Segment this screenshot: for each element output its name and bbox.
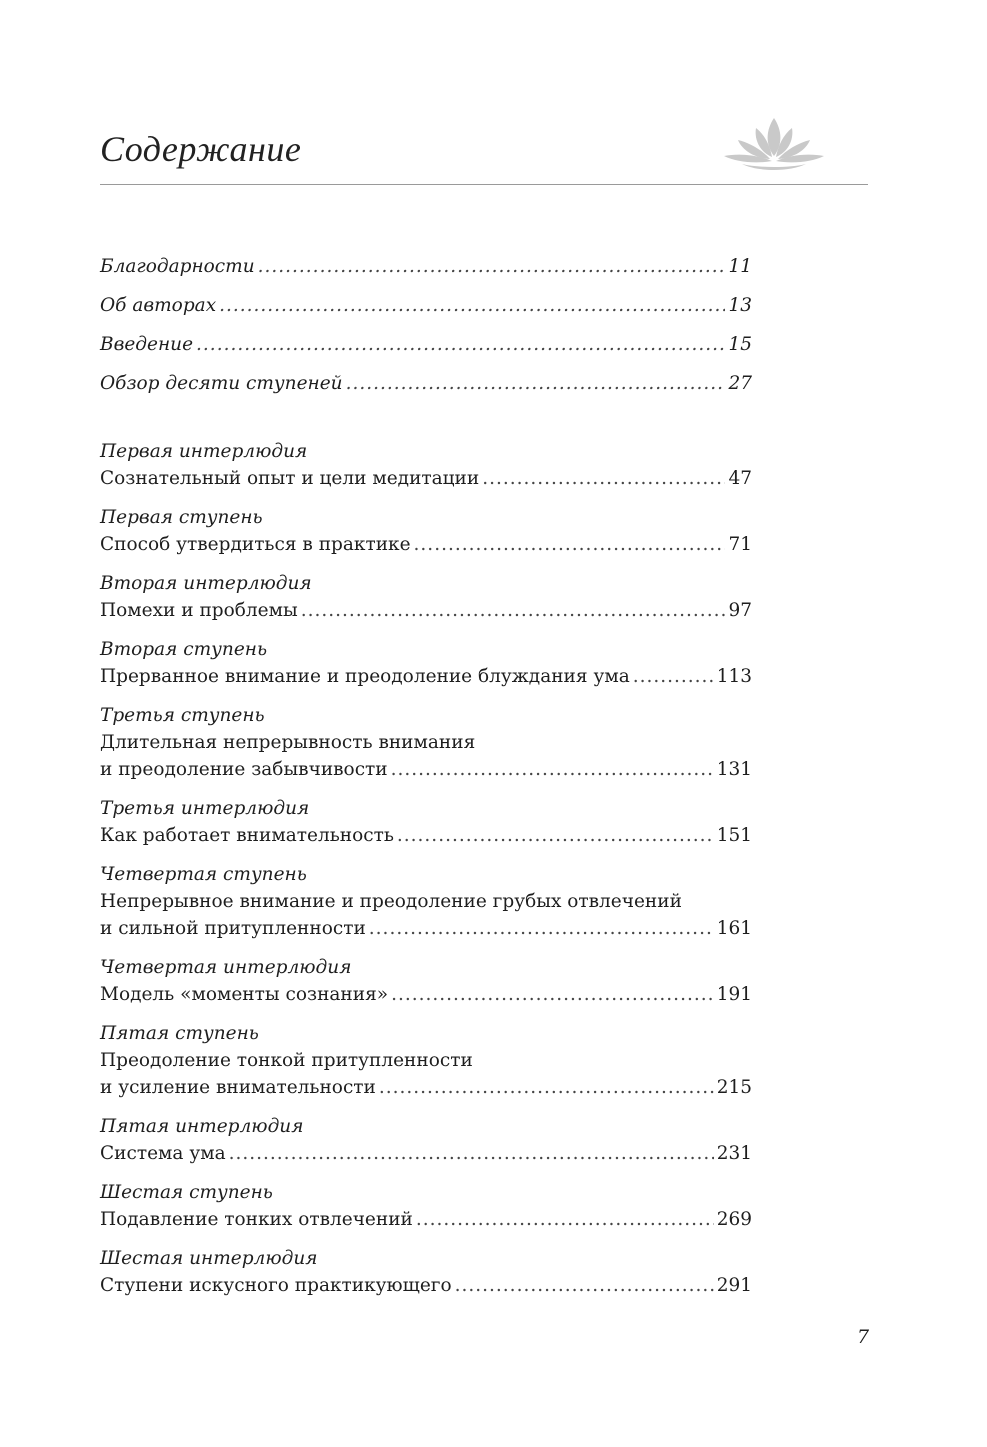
dot-leader [482, 465, 725, 492]
section-page: 161 [716, 918, 752, 939]
toc-section[interactable] [100, 570, 752, 624]
entry-title: Благодарности [100, 256, 255, 277]
section-page: 47 [728, 468, 752, 489]
dot-leader [258, 253, 726, 280]
dot-leader [369, 915, 714, 942]
section-page: 113 [716, 666, 752, 687]
entry-page: 15 [728, 334, 752, 355]
section-title: Подавление тонких отвлечений [100, 1209, 413, 1230]
dot-leader [455, 1272, 714, 1299]
section-label: Вторая ступень [100, 639, 268, 660]
toc-section[interactable] [100, 1020, 752, 1101]
dot-leader [633, 663, 714, 690]
lotus-icon [722, 116, 826, 174]
toc-entry[interactable] [100, 292, 752, 319]
entry-page: 13 [728, 295, 752, 316]
dot-leader [219, 292, 725, 319]
section-title: Ступени искусного практикующего [100, 1275, 452, 1296]
dot-leader [301, 597, 726, 624]
entry-title: Об авторах [100, 295, 217, 316]
section-page: 151 [716, 825, 752, 846]
dot-leader [391, 981, 714, 1008]
section-label: Четвертая ступень [100, 864, 307, 885]
toc-entry[interactable] [100, 331, 752, 358]
toc-section[interactable] [100, 438, 752, 492]
dot-leader [391, 756, 714, 783]
section-page: 215 [716, 1077, 752, 1098]
toc-section[interactable] [100, 795, 752, 849]
section-label: Пятая интерлюдия [100, 1116, 304, 1137]
section-title: Модель «моменты сознания» [100, 984, 389, 1005]
section-title: и сильной притупленности [100, 918, 366, 939]
toc-section[interactable] [100, 504, 752, 558]
entry-title: Введение [100, 334, 194, 355]
section-title-line: Преодоление тонкой притупленности [100, 1050, 473, 1071]
section-label: Третья ступень [100, 705, 265, 726]
section-label: Первая интерлюдия [100, 441, 308, 462]
section-label: Шестая ступень [100, 1182, 273, 1203]
section-label: Шестая интерлюдия [100, 1248, 318, 1269]
section-label: Пятая ступень [100, 1023, 259, 1044]
section-title-line: Длительная непрерывность внимания [100, 732, 476, 753]
section-title: и преодоление забывчивости [100, 759, 388, 780]
section-label: Третья интерлюдия [100, 798, 310, 819]
entry-page: 27 [728, 373, 752, 394]
entry-title: Обзор десяти ступеней [100, 373, 343, 394]
dot-leader [414, 531, 726, 558]
dot-leader [346, 370, 726, 397]
section-title: Способ утвердиться в практике [100, 534, 411, 555]
dot-leader [196, 331, 725, 358]
section-title-line: Непрерывное внимание и преодоление грубых отвлечений [100, 891, 682, 912]
dot-leader [379, 1074, 714, 1101]
entry-page: 11 [728, 256, 752, 277]
section-title: Сознательный опыт и цели медитации [100, 468, 480, 489]
section-page: 97 [728, 600, 752, 621]
toc-entry[interactable] [100, 370, 752, 397]
section-page: 71 [728, 534, 752, 555]
section-page: 131 [716, 759, 752, 780]
title-divider [100, 184, 868, 185]
section-label: Вторая интерлюдия [100, 573, 312, 594]
toc-section[interactable] [100, 636, 752, 690]
section-label: Четвертая интерлюдия [100, 957, 352, 978]
toc-section[interactable] [100, 1113, 752, 1167]
section-title: Система ума [100, 1143, 226, 1164]
page-title: Содержание [100, 129, 302, 169]
toc-section[interactable] [100, 1179, 752, 1233]
section-page: 231 [716, 1143, 752, 1164]
section-title: и усиление внимательности [100, 1077, 376, 1098]
section-page: 291 [716, 1275, 752, 1296]
page-number: 7 [857, 1326, 870, 1348]
toc-section[interactable] [100, 1245, 752, 1299]
toc-section[interactable] [100, 702, 752, 783]
section-title: Прерванное внимание и преодоление блуждания ума [100, 666, 630, 687]
dot-leader [416, 1206, 714, 1233]
toc-section[interactable] [100, 954, 752, 1008]
dot-leader [229, 1140, 714, 1167]
toc-section[interactable] [100, 861, 752, 942]
section-page: 269 [716, 1209, 752, 1230]
dot-leader [397, 822, 714, 849]
section-label: Первая ступень [100, 507, 263, 528]
toc-entry[interactable] [100, 253, 752, 280]
section-title: Помехи и проблемы [100, 600, 298, 621]
section-title: Как работает внимательность [100, 825, 394, 846]
section-page: 191 [716, 984, 752, 1005]
